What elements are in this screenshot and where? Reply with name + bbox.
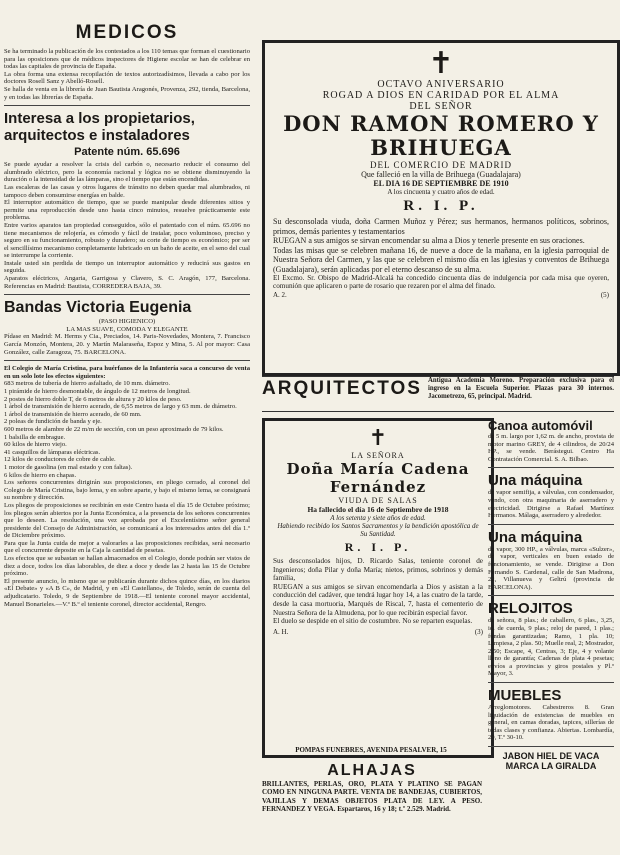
classifieds-column xyxy=(488,418,614,850)
list-item: 6 kilos de hierro en chapas. xyxy=(4,471,77,479)
esquela-mark: A. H. xyxy=(273,627,289,636)
classified-text: de vapor semifija, a válvulas, con condensador, vendo, con otra maquinaria de aserradero y electricidad. Dirigirse a Rafael Martínez Hermanos. Málaga, aserradero y alrededor. xyxy=(488,489,614,520)
esquela-cadena xyxy=(262,418,494,758)
list-item: 2 postes de hierro doble T, de 6 metros de altura y 20 kilos de peso. xyxy=(4,395,182,403)
death-date: EL DIA 16 DE SEPTIEMBRE DE 1910 xyxy=(373,179,509,188)
list-item: 41 casquillos de lámparas eléctricas. xyxy=(4,448,101,456)
esquela-code: (5) xyxy=(600,290,609,299)
esquela-paragraph: RUEGAN a sus amigos se sirvan encomendar su alma a Dios y tenerle presente en sus oraciones. xyxy=(273,236,585,245)
esquela-paragraph: Su desconsolada viuda, doña Carmen Muñoz y Pérez; sus hermanos, hermanos políticos, sobrinos, primos, demás parientes y testamentarios xyxy=(273,217,609,236)
del-senor-line: DEL SEÑOR xyxy=(409,101,473,112)
propietarios-title: Interesa a los propietarios, arquitectos e instaladores xyxy=(4,110,195,145)
colegio-paragraph: El presente anuncio, lo mismo que se publicarán durante dichos quince días, en los diarios «El Debate» y «A B C», de Madrid, y en «El Castellano», de Toledo, serán de cuenta del adjudicatario. Toledo, 9 de Septiembre de 1918.—El teniente coronel mayor accidental, Manuel Bonarieles.—V.º B.º el teniente coronel, director accidental, Rengro. xyxy=(4,577,250,608)
classified-text: de señora, 8 plas.; de caballero, 6 plas., 3,25, id. de cuerda, 9 plas.; reloj de pared, 1 plas.; fundas garantizadas; Ramo, 1 pla. 10; Limpiesa, 2 plas. 50; Muelle real, 2; Mostrador, 2,50; Escape, 4, Centras, 3; Eje, 4 y volante lleno de garantía; Cadenas de plata 4 pesetas; envíos a provincias y giros postales y Pl.º Mayor, 3. xyxy=(488,617,614,678)
list-item: 60 kilos de hierro viejo. xyxy=(4,441,67,449)
list-item: 2 poleas de fundición de banda y eje. xyxy=(4,418,102,426)
medicos-paragraph: La obra forma una extensa recopilación de textos autorizadísimos, llevada a cabo por los doctores Rosell Sanz y Abelló-Rosell. xyxy=(4,70,250,86)
deceased-name: DON RAMON ROMERO Y BRIHUEGA xyxy=(283,111,599,160)
commerce-line: DEL COMERCIO DE MADRID xyxy=(370,160,512,170)
medicos-paragraph: Se ha terminado la publicación de los contestados a los 110 temas que forman el cuestionario para las oposiciones que de médicos inspectores de Higiene escolar se han de celebrar en todas las capitales de provincia de España. xyxy=(4,48,250,71)
alhajas-ad xyxy=(262,762,482,838)
classified-text: MARCA LA GIRALDA xyxy=(505,761,597,772)
alhajas-title: ALHAJAS xyxy=(327,762,417,779)
esquela-paragraph: El duelo se despide en el sitio de costumbre. No se reparten esquelas. xyxy=(273,617,473,626)
classified-title: Una máquina xyxy=(488,528,583,546)
colegio-items-list xyxy=(4,380,250,479)
divider xyxy=(488,746,614,747)
colegio-paragraph: Los efectos que se subastan se hallan almacenados en el Colegio, donde podrán ser vistos de diez a doce, todos los días laborables, de diez a doce y desde las 2 hasta las 15 de Octubre próximo. xyxy=(4,555,250,578)
esquela-footer xyxy=(273,291,609,299)
arquitectos-text: Antigua Academia Moreno. Preparación exclusiva para el ingreso en la Escuela Superior. Plazas para 30 internos. Jacometrezo, 65, principal. Madrid. xyxy=(427,377,614,400)
divider xyxy=(488,682,614,683)
alhajas-text: BRILLANTES, PERLAS, ORO, PLATA Y PLATINO SE PAGAN COMO EN NINGUNA PARTE. VENTA DE BANDEJAS, CUBIERTOS, VAJILLAS Y DEMAS OBJETOS PLATA DE LEY. A PESO. FERNANDEZ Y VEGA. Espartaros, 16 y 18; t.º 2.529. Madrid. xyxy=(262,780,482,814)
esquela-mark: A. 2. xyxy=(273,290,287,299)
medicos-title: MEDICOS xyxy=(75,22,179,43)
divider xyxy=(488,524,614,525)
classified-title: JABON HIEL DE VACA xyxy=(502,751,600,762)
classified-text: Arreglomotores. Cabestreros 8. Gran liquidación de existencias de muebles en general, en camas doradas, tapices, sillerías de todas clases y confianza. Abiertas. Lombardía, 20, T.º 30-10. xyxy=(488,704,614,742)
list-item: 1 motor de gasolina (en mal estado y con faltas). xyxy=(4,463,133,471)
list-item: 683 metros de tubería de hierro asfaltado, de 10 mm. diámetro. xyxy=(4,380,171,388)
viuda-line: VIUDA DE SALAS xyxy=(338,496,418,505)
age-line: A los setenta y siete años de edad. xyxy=(330,514,426,522)
esquela-paragraph: El Excmo. Sr. Obispo de Madrid-Alcalá ha concedido cincuenta días de indulgencia por cada misa que oyeren, comunión que aplicaren o parte de rosario que rezaren por el alma del finado. xyxy=(273,274,609,291)
classified-ad xyxy=(488,687,614,742)
colegio-paragraph: Los señores concurrentes dirigirán sus proposiciones, en pliego cerrado, al coronel del Colegio de María Cristina, bajo lema, y en sobre aparte, y bajo el mismo lema, se consignará su nombre y dirección. xyxy=(4,479,250,502)
left-column xyxy=(4,20,250,850)
classified-text: de vapor, 300 HP., a válvulas, marca «Sulzer», de vapor, verticales en buen estado de funcionamiento, se vende. Dirigirse a Don Fernando S. Cardenal, calle de San Madrona, 22, Villanueva y Geltrú (provincia de BARCELONA). xyxy=(488,545,614,591)
cross-icon: ✝ xyxy=(428,46,454,81)
propietarios-paragraph: Se puede ayudar a resolver la crisis del carbón o, necesario reducir el consumo del alumbrado eléctrico, pero la economía racional y lógica no se obtiene disminuyendo la duración o la intensidad de las lámparas, sino el tiempo que están encendidas. xyxy=(4,161,250,184)
esquela-romero xyxy=(262,40,620,376)
propietarios-paragraph: El interruptor automático de tiempo, que se puede manipular desde diferentes sitios y permite una reproducción desde uno hasta cinco minutos, resuelve prácticamente este problema. xyxy=(4,199,250,222)
classified-text: de 5 m. largo por 1,62 m. de ancho, provista de motor marino GREY, de 4 cilindros, de 20/24 HP., se vende. Berástegui. Centro Ha Contratación Comercial. S. A. Bilbao. xyxy=(488,433,614,463)
bandas-title: Bandas Victoria Eugenia xyxy=(4,299,192,317)
medicos-paragraph: Se halla de venta en la librería de Juan Bautista Aragonés, Provenza, 292, tienda, Barcelona, y en todas las librerías de España. xyxy=(4,85,250,101)
bandas-subtitle: (PASO HIGIENICO) xyxy=(98,318,156,326)
cross-icon: ✝ xyxy=(368,426,388,451)
divider xyxy=(4,105,250,106)
list-item: 1 pirámide de hierro desmontable, de ángulo de 12 metros de longitud. xyxy=(4,388,191,395)
rogad-line: ROGAD A DIOS EN CARIDAD POR EL ALMA xyxy=(322,90,560,101)
divider xyxy=(488,467,614,468)
esquela-paragraph: Todas las misas que se celebren mañana 16, de nueve a doce de la mañana, en la iglesia parroquial de Nuestra Señora del Carmen, y las que se celebren el mismo día en las iglesias y conventos de Brihuega (Guadalajara), serán aplicadas por el eterno descanso de su alma. xyxy=(273,245,609,274)
classified-title: MUEBLES xyxy=(488,687,562,705)
esquela-code: (3) xyxy=(474,627,483,636)
colegio-paragraph: Los pliegos de proposiciones se recibirán en este Centro hasta el día 15 de Octubre próximo; los pliegos serán abiertos por la Junta Económica, a la presencia de los señores concurrentes que lo deseen. La resolución, una vez aprobada por el Excelentísimo señor general presidente del Consejo de Administración, se comunicará a los interesados antes del día 1.º de Diciembre próximo. xyxy=(4,501,250,540)
list-item: 600 metros de alambre de 22 m/m de sección, con un peso aproximado de 79 kilos. xyxy=(4,425,224,433)
divider xyxy=(488,595,614,596)
classified-title: Canoa automóvil xyxy=(488,418,593,433)
esquela-footer xyxy=(273,628,483,636)
propietarios-paragraph: Las escaleras de las casas y otros lugares de tránsito no deben quedar mal alumbrados, ni tampoco deben consumirse energías en balde. xyxy=(4,183,250,199)
classified-ad xyxy=(488,472,614,519)
la-senora-line: LA SEÑORA xyxy=(351,451,405,460)
list-item: 1 árbol de transmisión de hierro acerado, de 60 mm. xyxy=(4,410,142,418)
esquela-paragraph: RUEGAN a sus amigos se sirvan encomendarla a Dios y asistan a la conducción del cadáver, que tendrá lugar hoy 14, a las cuatro de la tarde, desde la casa mortuoria, Marqués de Riscal, 7, hasta el cementerio de Nuestra Señora de la Almudena, por lo que recibirán especial favor. xyxy=(273,582,483,617)
arquitectos-ad xyxy=(262,376,614,412)
classified-ad xyxy=(488,529,614,592)
sacraments-line: Habiendo recibido los Santos Sacramentos y la bendición apostólica de Su Santidad. xyxy=(277,522,479,538)
rip-label: R. I. P. xyxy=(403,198,479,214)
deceased-name: Doña María Cadena Fernández xyxy=(286,460,470,496)
propietarios-paragraph: Aparatos eléctricos, Angaria, Garrigosa y Clavero, S. C. Aragón, 177, Barcelona. Referencias en Madrid: Bautista, CORREDERA BAJA, 39. xyxy=(4,275,250,290)
propietarios-paragraph: Instale usted sin perdida de tiempo un interruptor automático y reducirá sus gastos en seguida. xyxy=(4,259,250,275)
divider xyxy=(4,294,250,295)
anniversary-label: OCTAVO ANIVERSARIO xyxy=(377,79,505,90)
list-item: 1 balsilla de embrague. xyxy=(4,433,66,441)
classified-ad xyxy=(488,600,614,678)
colegio-paragraph: Para que la Junta cuida de mejor a valorarles a las proposiciones recibidas, será necesario que el concurrente deposite en la Caja la cantidad de pesetas. xyxy=(4,539,250,555)
age-line: A los cincuenta y cuatro años de edad. xyxy=(387,188,495,196)
classified-ad xyxy=(488,751,614,771)
arquitectos-title: ARQUITECTOS xyxy=(262,377,422,399)
fallecio-line: Que falleció en la villa de Brihuega (Guadalajara) xyxy=(361,170,521,179)
classified-ad xyxy=(488,418,614,463)
divider xyxy=(4,360,250,361)
list-item: 1 árbol de transmisión de hierro acerado, de 6,55 metros de largo y 63 mm. de diámetro. xyxy=(4,403,237,411)
list-item: 12 kilos de conductores de cobre de cable. xyxy=(4,456,116,464)
propietarios-paragraph: Entre varios aparatos tan propiedad conseguidos, sólo el patentado con el núm. 65.696 no tiene mecanismos de relojería, es cómodo y fácil de instalar, poco voluminoso, preciso y seguro en su funcionamiento, robusto y duradero; su corte de tiempo es económico; por ser el sencillísimo mecanismo completamente lubricado en un baño de aceite, en el seno del cual se interrumpe la corriente. xyxy=(4,221,250,260)
colegio-intro: El Colegio de María Cristina, para huérfanos de la Infantería saca a concurso de venta en un solo lote los efectos siguientes: xyxy=(4,365,250,380)
rip-label: R. I. P. xyxy=(344,540,412,554)
classified-title: Una máquina xyxy=(488,472,583,490)
bandas-tagline: LA MAS SUAVE, COMODA Y ELEGANTE xyxy=(66,325,188,333)
esquela-paragraph: Sus desconsolados hijos, D. Ricardo Salas, teniente coronel de Ingenieros; doña Pilar y doña María; nietos, primos, sobrinos y demás familia, xyxy=(273,557,483,583)
classified-title: RELOJITOS xyxy=(488,600,573,618)
pompas-funebres: POMPAS FUNEBRES, AVENIDA PESALVER, 15 xyxy=(295,746,447,754)
fallecio-line: Ha fallecido el día 16 de Septiembre de 1918 xyxy=(307,505,449,514)
bandas-paragraph: Pídase en Madrid: M. Herms y Cia., Preciados, 14. Paris-Novedades, Montera, 7. Francisco García Monzón, Montera, 20. y Martín Malaraseña, Espoz y Mina, 5. Al por mayor: Casa González, calle Zaragoza, 75. BARCELONA. xyxy=(4,333,250,356)
patent-number: Patente núm. 65.696 xyxy=(74,146,180,159)
